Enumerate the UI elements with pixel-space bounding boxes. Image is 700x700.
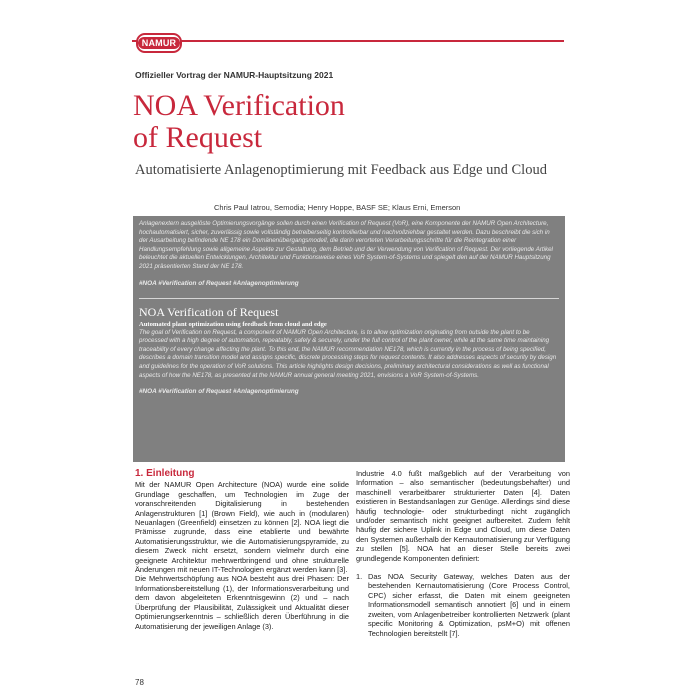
list-number: 1. bbox=[356, 572, 363, 582]
paragraph: Die Mehrwertschöpfung aus NOA besteht aus drei Phasen: Der Informationsbereitstellung (1), der Informationsverarbeitung und dem davon abgeleiteten Erkenntnisgewinn (2) und – nach Überprüfung der Plausibilität, Zulässigkeit und Aktualität dieser Optimierungserkenntnis – schließlich deren Überführung in die Automatisierung der jeweiligen Anlage (3). bbox=[135, 574, 349, 631]
namur-logo-text: NAMUR bbox=[138, 37, 181, 49]
paragraph: Mit der NAMUR Open Architecture (NOA) wurde eine solide Grundlage geschaffen, um Technologien im Zuge der voranschreitenden Digitalisierung in bestehenden Anlagenstrukturen [1] (Brown Field), wie auch in (modularen) Neuanlagen (Greenfield) einsetzen zu können [2]. NOA liegt die Prämisse zugrunde, dass eine etablierte und bewährte Automatisierungsstruktur, wie die Automatisierungspyramide, zu diesem Zweck nicht ersetzt, sondern vielmehr durch eine geeignete Architektur mehrwertbringend und ohne strukturelle Änderungen mit neuen IT-Technologien ergänzt werden kann [3]. bbox=[135, 480, 349, 575]
abstract-en-subtitle: Automated plant optimization using feedback from cloud and edge bbox=[139, 320, 327, 328]
abstract-divider bbox=[139, 298, 559, 299]
abstract-en-title: NOA Verification of Request bbox=[139, 304, 279, 319]
article-subtitle: Automatisierte Anlagenoptimierung mit Feedback aus Edge und Cloud bbox=[135, 162, 547, 178]
title-line-1: NOA Verification bbox=[133, 89, 345, 122]
abstract-en-text: The goal of Verification on Request, a component of NAMUR Open Architecture, is to allow optimization originating from outside the plant to be processed with a high degree of automation, repeatably, safely & securely, under the full control of the plant owner, while at the same time maintaining traceability of every change affecting the plant. To this end, the NAMUR recommendation NE178, which is currently in the process of being specified, describes a domain transition model and assigns specific, discrete processing steps for request contents. It also addresses aspects of security by design and guidelines for the operation of VoR solutions. This article highlights design decisions, preliminary architectural considerations as well as functional aspects of how the NE178, as presented at the NAMUR annual general meeting 2021, envisions a VoR System-of-Systems. bbox=[139, 328, 557, 379]
abstract-box bbox=[133, 216, 565, 462]
abstract-de-tags: #NOA #Verification of Request #Anlagenoptimierung bbox=[139, 279, 299, 287]
page-number: 78 bbox=[135, 678, 144, 687]
section-heading: 1. Einleitung bbox=[135, 468, 195, 479]
body-column-left bbox=[135, 469, 349, 631]
abstract-en-tags: #NOA #Verification of Request #Anlagenoptimierung bbox=[139, 388, 299, 396]
list-item bbox=[356, 572, 570, 638]
namur-logo bbox=[136, 33, 182, 53]
title-line-2: of Request bbox=[133, 121, 263, 154]
authors: Chris Paul Iatrou, Semodia; Henry Hoppe, BASF SE; Klaus Erni, Emerson bbox=[214, 203, 461, 212]
paragraph: Industrie 4.0 fußt maßgeblich auf der Verarbeitung von Information – also semantischer (bedeutungsbehafter) und maschinell verarbeitbarer strukturierter Daten [4]. Daten existieren in Bestandsanlagen zur Genüge. Allerdings sind diese häufig technologie- oder strukturbedingt nicht zugänglich und/oder semantisch nicht geeignet aufbereitet. Zudem fehlt häufig der sichere Uplink in Edge und Cloud, um diese Daten den Systemen außerhalb der Kernautomatisierung zur Verfügung zu stellen [5]. NOA hat an dieser Stelle bereits zwei grundlegende Komponenten definiert: bbox=[356, 469, 570, 563]
abstract-de-text: Anlagenextern ausgelöste Optimierungsvorgänge sollen durch einen Verification of Request (VoR), eine Komponente der NAMUR Open Architecture, hochautomatisiert, sicher, zuverlässig sowie vollständig betreiberseitig kontrollierbar und nachvollziehbar gestaltet werden. Dazu beschreibt die sich in der Ausarbeitung befindende NE 178 ein Domänenübergangsmodell, die darin verorteten Verarbeitungsschritte für die Reintegration einer Handlungsempfehlung sowie allgemeine Aspekte zur Gestaltung, dem Betrieb und der Verwendung von Verification of Request. Der vorliegende Artikel beleuchtet die aktuellen Entwicklungen, Architektur und Funktionsweise eines VoR System-of-Systems und spiegelt den auf der NAMUR Hauptsitzung 2021 präsentierten Stand der NE 178. bbox=[139, 220, 553, 270]
list-item-text: Das NOA Security Gateway, welches Daten aus der bestehenden Kernautomatisierung (Core Process Control, CPC) sicher erfasst, die Daten mit einem geeigneten Informationsmodell semantisch annotiert [6] und in einem zweiten, vom Anlagenbetreiber kontrollierten Netzwerk (plant specific Monitoring & Optimization, psM+O) mit offenen Technologien bereitstellt [7]. bbox=[368, 572, 570, 638]
kicker: Offizieller Vortrag der NAMUR-Hauptsitzung 2021 bbox=[135, 70, 334, 80]
article-title bbox=[133, 90, 553, 154]
header-rule bbox=[132, 40, 564, 42]
body-column-right bbox=[356, 469, 570, 638]
